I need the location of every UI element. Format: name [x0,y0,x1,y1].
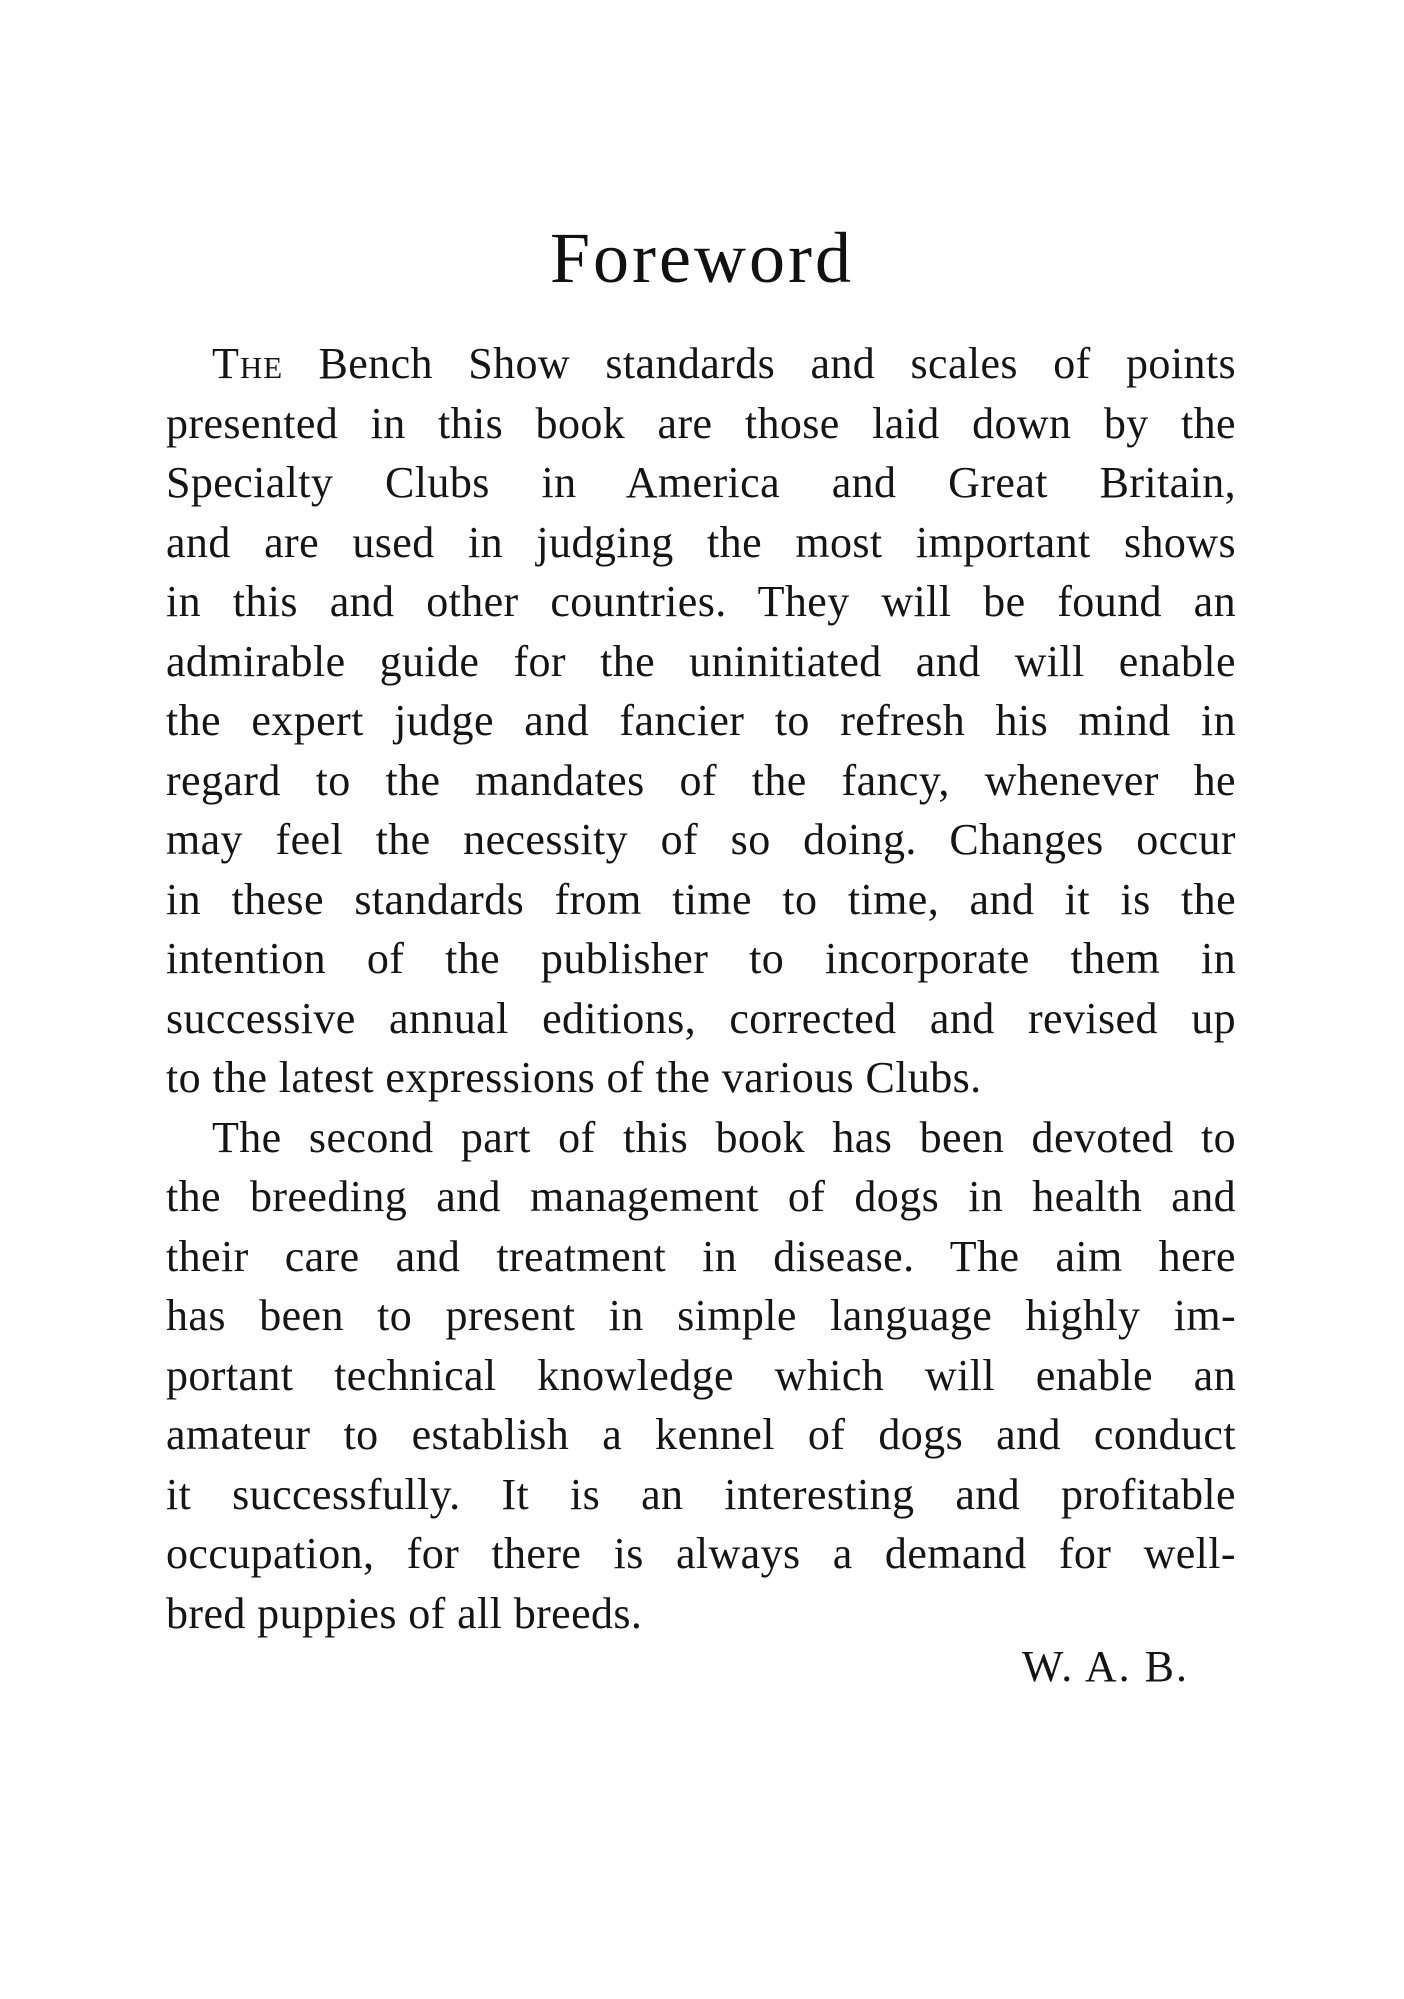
text-line: regard to the mandates of the fancy, whenever he [166,755,1236,805]
text-line: occupation, for there is always a demand for well- [166,1529,1236,1578]
text-line: presented in this book are those laid down by the [166,398,1236,448]
lead-word: The [212,339,284,388]
text-line: in this and other countries. They will be found an [166,577,1236,626]
text-line: portant technical knowledge which will enable an [166,1350,1236,1400]
text-line: the expert judge and fancier to refresh his mind in [166,696,1236,745]
text-line: to the latest expressions of the various Clubs. [166,1053,982,1102]
text-line: Specialty Clubs in America and Great Britain, [166,458,1236,507]
text-line: The Bench Show standards and scales of points [212,339,1236,388]
text-line: admirable guide for the uninitiated and will enable [166,636,1236,686]
text-line: it successfully. It is an interesting and profitable [166,1469,1236,1519]
paragraph-1 [166,334,1236,1108]
text-line: and are used in judging the most important shows [166,517,1236,567]
paragraph-2 [166,1108,1236,1644]
text-line: has been to present in simple language highly im- [166,1291,1236,1340]
text-line: may feel the necessity of so doing. Changes occur [166,815,1236,864]
text-line: bred puppies of all breeds. [166,1588,643,1638]
text-line: the breeding and management of dogs in health and [166,1172,1236,1221]
text-line: successive annual editions, corrected and revised up [166,993,1236,1043]
page-title: Foreword [550,218,854,298]
text-line: their care and treatment in disease. The aim here [166,1231,1236,1281]
text-line: amateur to establish a kennel of dogs and conduct [166,1410,1236,1459]
foreword-body [166,334,1236,1643]
text-line: The second part of this book has been devoted to [212,1112,1236,1162]
author-initials: W. A. B. [1021,1642,1189,1691]
text-line: in these standards from time to time, and it is the [166,874,1236,924]
text-line: intention of the publisher to incorporate them in [166,934,1236,983]
